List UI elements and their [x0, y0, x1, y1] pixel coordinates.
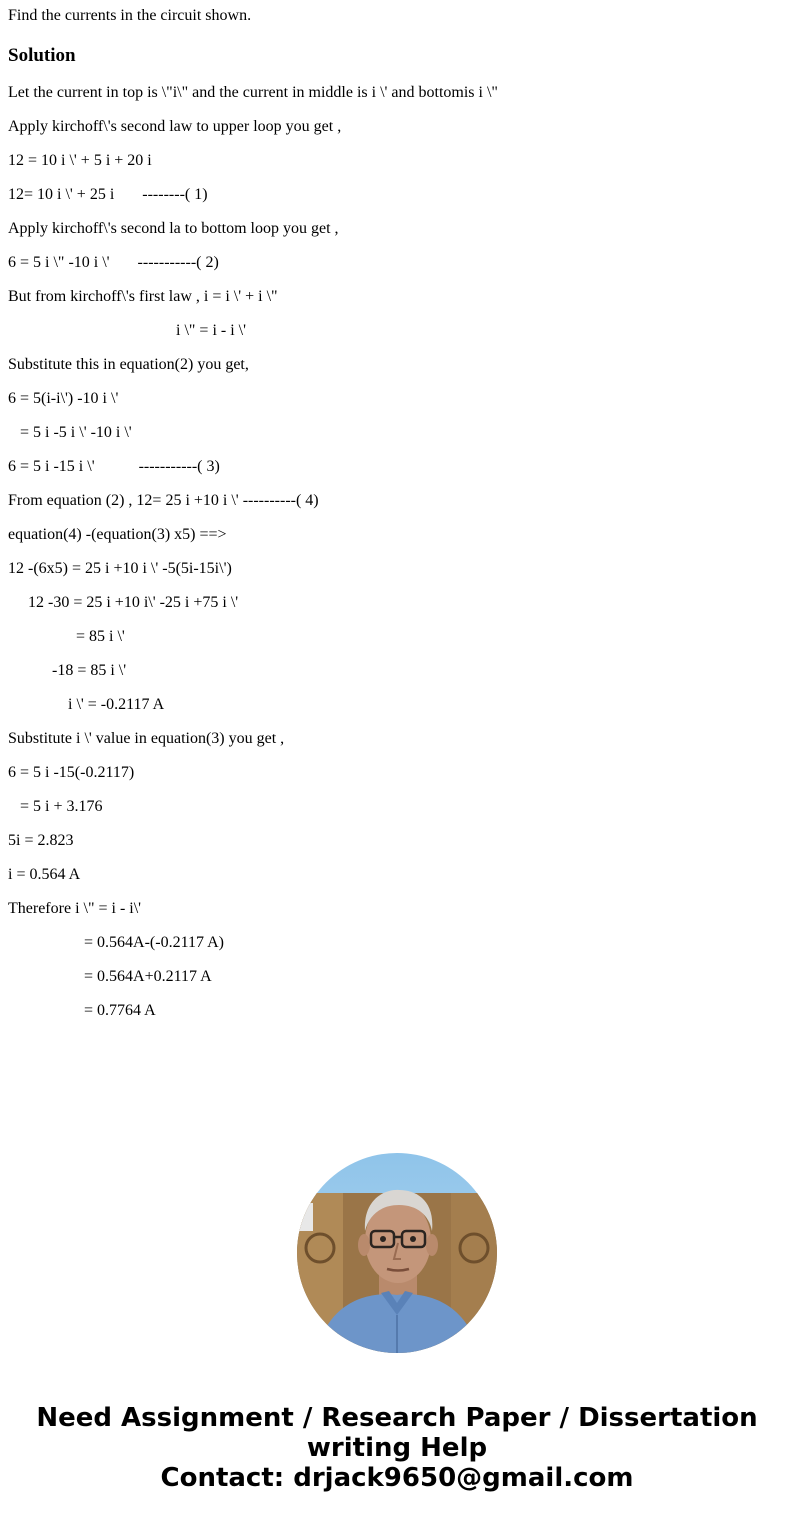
solution-line: i = 0.564 A [8, 866, 81, 883]
solution-line: From equation (2) , 12= 25 i +10 i \' ----------( 4) [8, 492, 319, 509]
question-text: Find the currents in the circuit shown. [8, 7, 252, 24]
author-avatar [297, 1153, 497, 1353]
promo-contact: Contact: drjack9650@gmail.com [160, 1463, 634, 1493]
solution-line: i \" = i - i \' [8, 322, 246, 339]
solution-line: Substitute this in equation(2) you get, [8, 356, 249, 373]
solution-line: 12 -(6x5) = 25 i +10 i \' -5(5i-15i\') [8, 560, 232, 577]
solution-line: 6 = 5 i \" -10 i \' -----------( 2) [8, 254, 219, 271]
solution-body [8, 83, 786, 1035]
solution-line: 12 -30 = 25 i +10 i\' -25 i +75 i \' [8, 594, 239, 611]
solution-line: = 5 i + 3.176 [8, 798, 103, 815]
solution-line: 5i = 2.823 [8, 832, 74, 849]
solution-line: Substitute i \' value in equation(3) you get , [8, 730, 285, 747]
solution-line: equation(4) -(equation(3) x5) ==> [8, 526, 227, 543]
solution-line: 12= 10 i \' + 25 i --------( 1) [8, 186, 208, 203]
solution-line: = 0.7764 A [8, 1002, 156, 1019]
solution-line: = 0.564A-(-0.2117 A) [8, 934, 224, 951]
promo-line-2: writing Help [306, 1433, 488, 1463]
solution-line: But from kirchoff\'s first law , i = i \' + i \" [8, 288, 278, 305]
solution-line: Therefore i \" = i - i\' [8, 900, 142, 917]
solution-heading: Solution [8, 45, 76, 66]
solution-line: 6 = 5 i -15 i \' -----------( 3) [8, 458, 220, 475]
solution-line: = 85 i \' [8, 628, 125, 645]
solution-line: Let the current in top is \"i\" and the current in middle is i \' and bottomis i \" [8, 84, 498, 101]
solution-line: -18 = 85 i \' [8, 662, 127, 679]
solution-line: = 5 i -5 i \' -10 i \' [8, 424, 132, 441]
solution-line: Apply kirchoff\'s second law to upper loop you get , [8, 118, 342, 135]
solution-document [8, 0, 786, 1019]
promo-line-1: Need Assignment / Research Paper / Dissertation [36, 1403, 758, 1433]
solution-line: 12 = 10 i \' + 5 i + 20 i [8, 152, 152, 169]
solution-line: 6 = 5 i -15(-0.2117) [8, 764, 135, 781]
solution-line: = 0.564A+0.2117 A [8, 968, 212, 985]
promo-banner [0, 1403, 794, 1493]
solution-line: Apply kirchoff\'s second la to bottom loop you get , [8, 220, 339, 237]
solution-line: 6 = 5(i-i\') -10 i \' [8, 390, 119, 407]
solution-line: i \' = -0.2117 A [8, 696, 165, 713]
